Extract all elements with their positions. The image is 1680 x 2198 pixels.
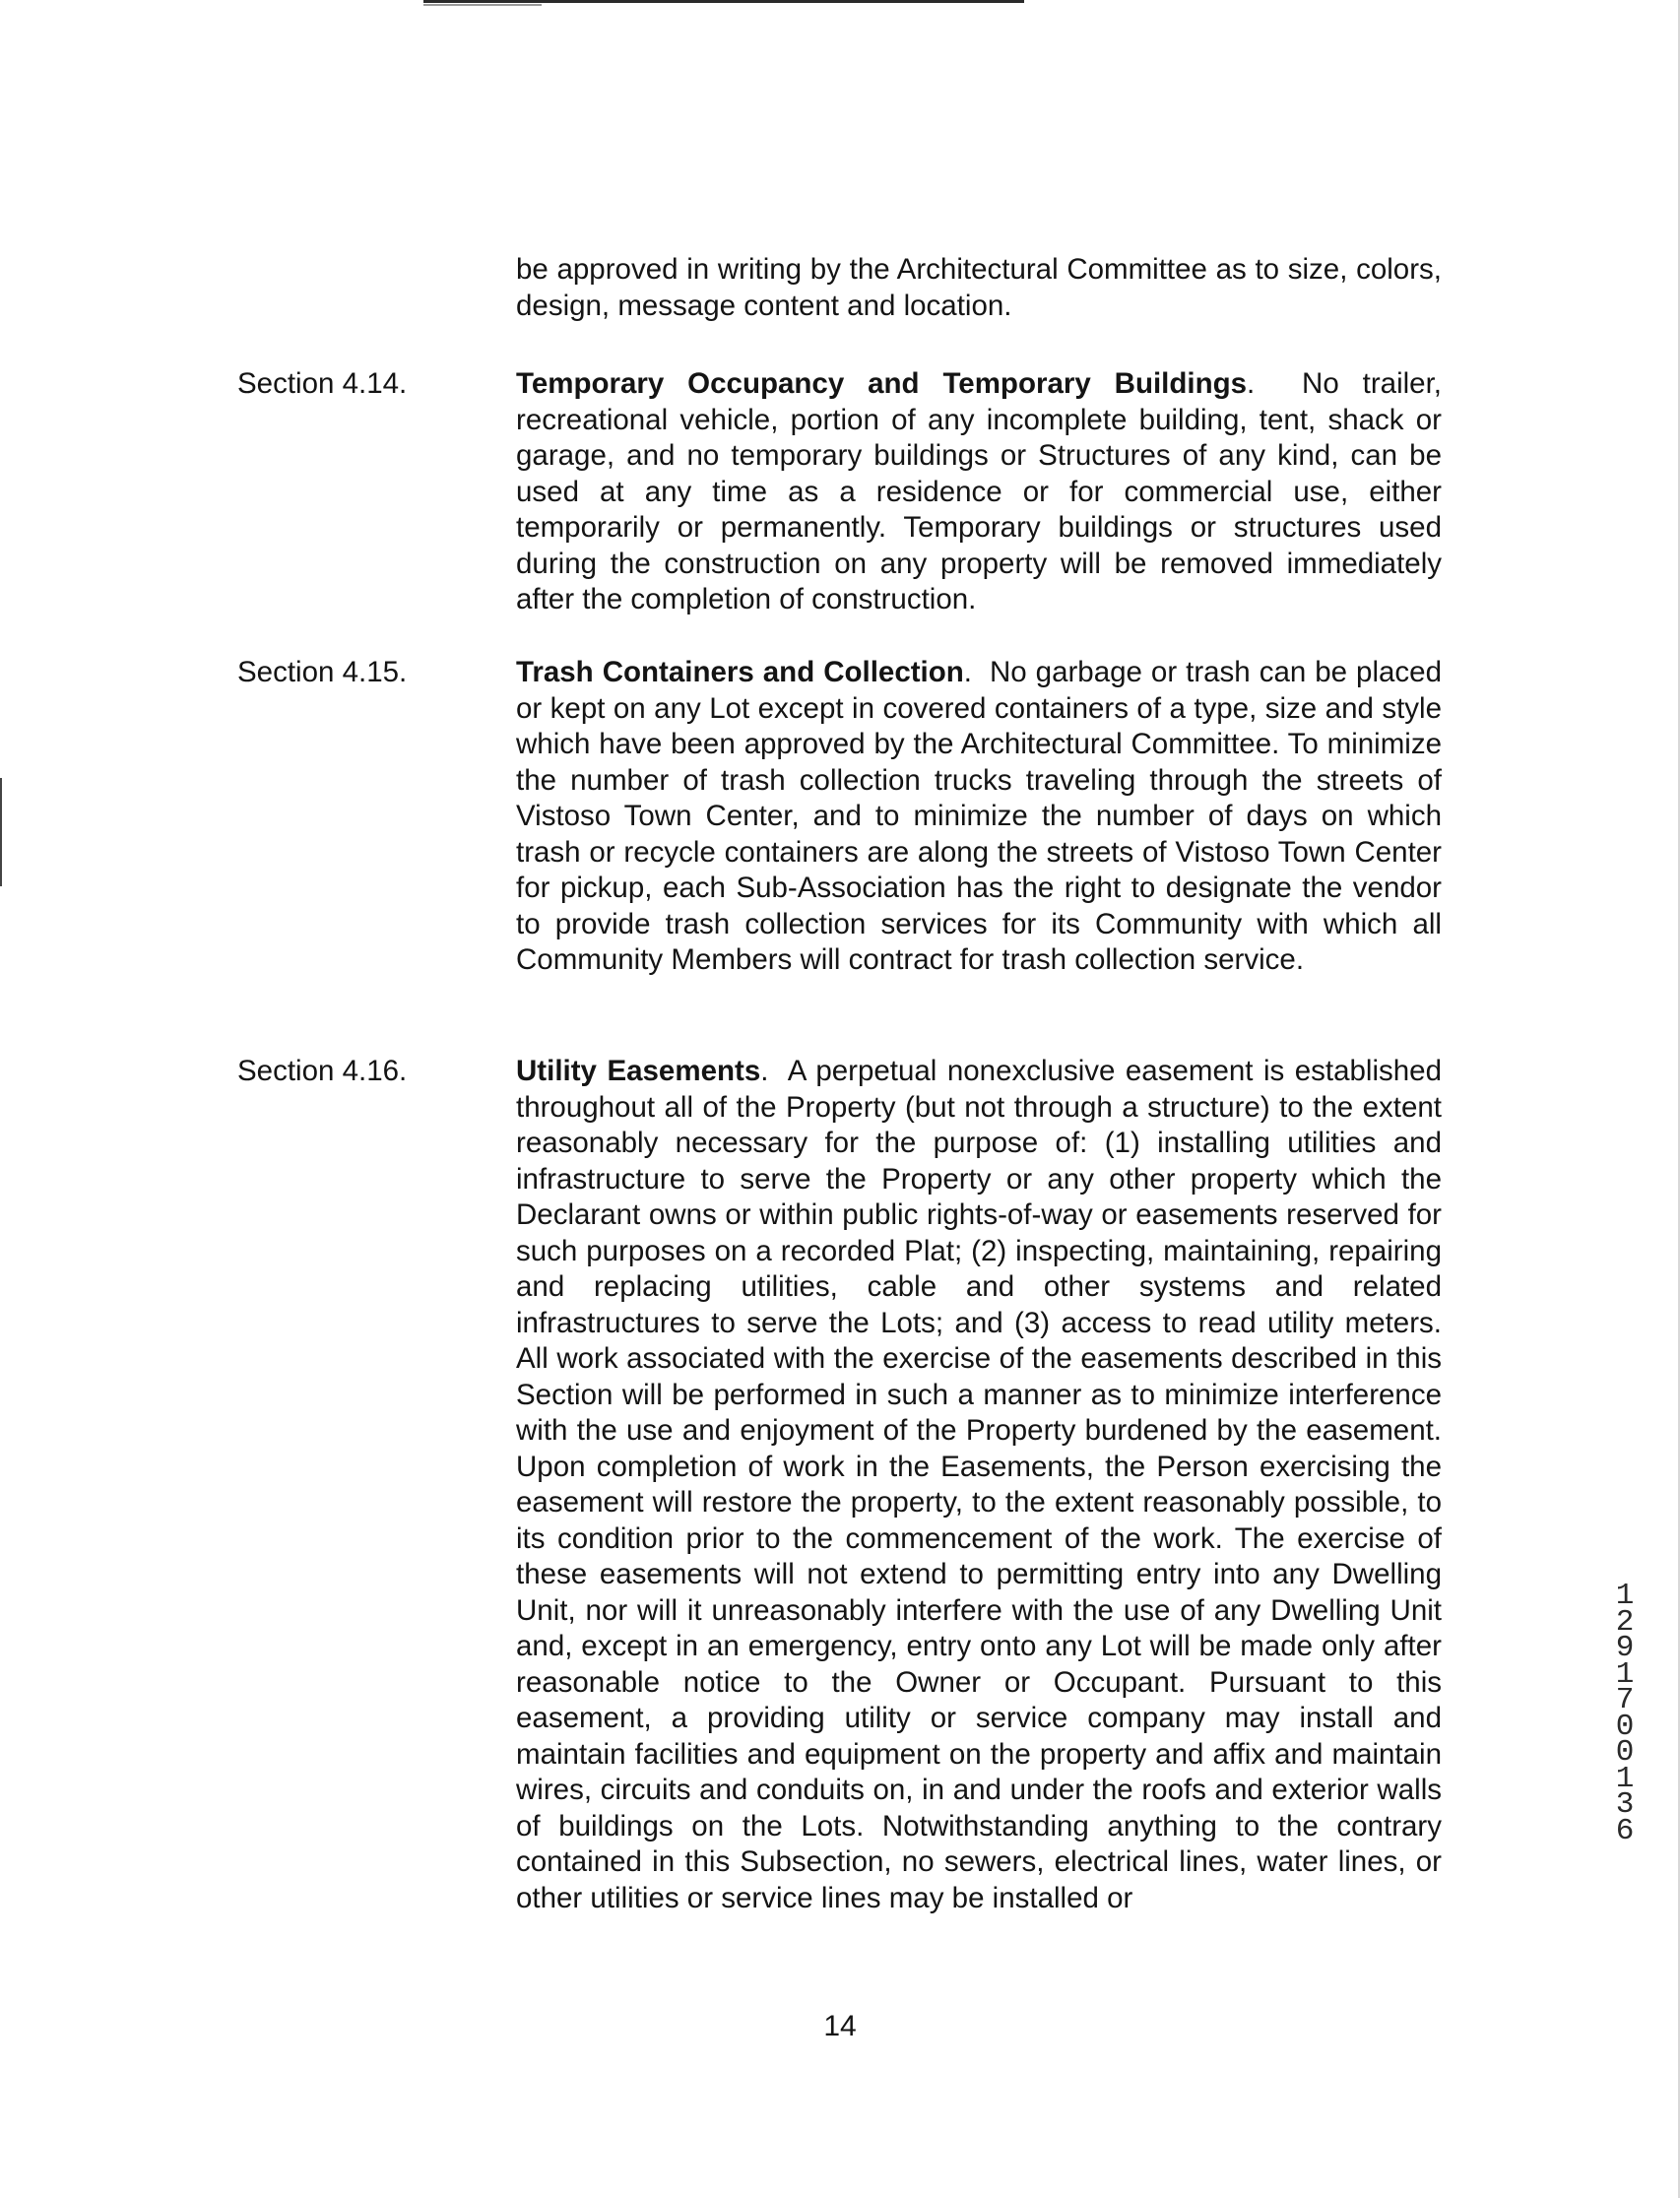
continuation-paragraph: be approved in writing by the Architectural Committee as to size, colors, design, message content and location. [516, 253, 1442, 322]
section-number: Section 4.14. [237, 367, 408, 400]
section-body: Temporary Occupancy and Temporary Buildings. No trailer, recreational vehicle, portion of any incomplete building, tent, shack or garage, and no temporary buildings or Structures of any kind, can be used at any time as a residence or for commercial use, either temporarily or permanently. Temporary buildings or structures used during the construction on any property will be removed immediately after the completion of construction. [516, 367, 1442, 615]
section-body: Trash Containers and Collection. No garbage or trash can be placed or kept on any Lot except in covered containers of a type, size and style which have been approved by the Architectural Committee. To minimize the number of trash collection trucks traveling through the streets of Vistoso Town Center, and to minimize the number of days on which trash or recycle containers are along the streets of Vistoso Town Center for pickup, each Sub-Association has the right to designate the vendor to provide trash collection services for its Community with which all Community Members will contract for trash collection service. [516, 656, 1442, 976]
section-text: No garbage or trash can be placed or kept on any Lot except in covered containers of a type, size and style which have been approved by the Architectural Committee. To minimize the number of trash collection trucks traveling through the streets of Vistoso Town Center, and to minimize the number of days on which trash or recycle containers are along the streets of Vistoso Town Center for pickup, each Sub-Association has the right to designate the vendor to provide trash collection services for its Community with which all Community Members will contract for trash collection service. [516, 656, 1442, 976]
section-body: Utility Easements. A perpetual nonexclusive easement is established throughout all of the Property (but not through a structure) to the extent reasonably necessary for the purpose of: (1) installing utilities and infrastructure to serve the Property or any other property which the Declarant owns or within public rights-of-way or easements reserved for such purposes on a recorded Plat; (2) inspecting, maintaining, repairing and replacing utilities, cable and other systems and related infrastructures to serve the Lots; and (3) access to read utility meters. All work associated with the exercise of the easements described in this Section will be performed in such a manner as to minimize interference with the use and enjoyment of the Property burdened by the easement. Upon completion of work in the Easements, the Person exercising the easement will restore the property, to the extent reasonably possible, to its condition prior to the commencement of the work. The exercise of these easements will not extend to permitting entry into any Dwelling Unit, nor will it unreasonably interfere with the use of any Dwelling Unit and, except in an emergency, entry onto any Lot will be made only after reasonable notice to the Owner or Occupant. Pursuant to this easement, a providing utility or service company may install and maintain facilities and equipment on the property and affix and maintain wires, circuits and conduits on, in and under the roofs and exterior walls of buildings on the Lots. Notwithstanding anything to the contrary contained in this Subsection, no sewers, electrical lines, water lines, or other utilities or service lines may be installed or [516, 1055, 1442, 1914]
section-title: Trash Containers and Collection [516, 656, 964, 688]
section-title: Temporary Occupancy and Temporary Buildings [516, 367, 1248, 400]
scan-artifact-left-edge [0, 778, 2, 886]
page-number: 14 [823, 2010, 857, 2042]
recording-number-stamp: 12917 00136 [1615, 1579, 1635, 1848]
section-text: A perpetual nonexclusive easement is established throughout all of the Property (but not through a structure) to the extent reasonably necessary for the purpose of: (1) installing utilities and infrastructure to serve the Property or any other property which the Declarant owns or within public rights-of-way or easements reserved for such purposes on a recorded Plat; (2) inspecting, maintaining, repairing and replacing utilities, cable and other systems and related infrastructures to serve the Lots; and (3) access to read utility meters. All work associated with the exercise of the easements described in this Section will be performed in such a manner as to minimize interference with the use and enjoyment of the Property burdened by the easement. Upon completion of work in the Easements, the Person exercising the easement will restore the property, to the extent reasonably possible, to its condition prior to the commencement of the work. The exercise of these easements will not extend to permitting entry into any Dwelling Unit, nor will it unreasonably interfere with the use of any Dwelling Unit and, except in an emergency, entry onto any Lot will be made only after reasonable notice to the Owner or Occupant. Pursuant to this easement, a providing utility or service company may install and maintain facilities and equipment on the property and affix and maintain wires, circuits and conduits on, in and under the roofs and exterior walls of buildings on the Lots. Notwithstanding anything to the contrary contained in this Subsection, no sewers, electrical lines, water lines, or other utilities or service lines may be installed or [516, 1055, 1442, 1914]
section-number: Section 4.15. [237, 656, 408, 688]
scan-artifact-top-rule [423, 0, 1024, 3]
section-text: No trailer, recreational vehicle, portion of any incomplete building, tent, shack or garage, and no temporary buildings or Structures of any kind, can be used at any time as a residence or for commercial use, either temporarily or permanently. Temporary buildings or structures used during the construction on any property will be removed immediately after the completion of construction. [516, 367, 1442, 615]
scan-artifact-top-rule-faint [423, 4, 542, 6]
section-title: Utility Easements [516, 1055, 761, 1087]
section-number: Section 4.16. [237, 1055, 408, 1087]
